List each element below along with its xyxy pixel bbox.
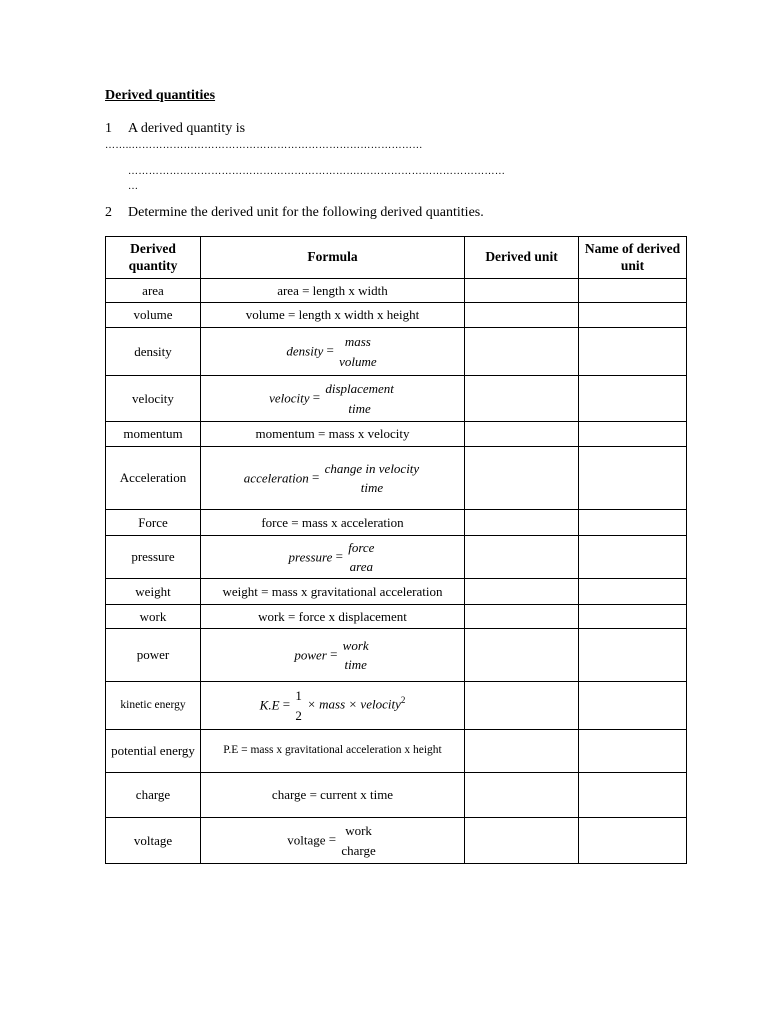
formula-cell: pressure = force area (201, 536, 465, 579)
table-row (106, 303, 687, 328)
table-row (106, 422, 687, 447)
formula-cell: momentum = mass x velocity (201, 422, 465, 447)
quantity-cell: voltage (106, 818, 201, 864)
fraction-numerator: displacement (325, 381, 394, 396)
answer-line-2: ………………………………………………………….…………………………………… (128, 166, 506, 177)
formula-cell: work = force x displacement (201, 605, 465, 629)
formula-cell: power = work time (201, 629, 465, 682)
table-row (106, 279, 687, 303)
formula-lhs: voltage (287, 832, 326, 848)
question-1-number: 1 (105, 121, 112, 136)
unit-name-cell[interactable] (579, 579, 687, 605)
quantity-cell: velocity (106, 376, 201, 422)
unit-name-cell[interactable] (579, 376, 687, 422)
quantity-cell: density (106, 328, 201, 376)
derived-unit-cell[interactable] (465, 279, 579, 303)
formula-cell: voltage = work charge (201, 818, 465, 864)
fraction-numerator: 1 (295, 688, 302, 703)
derived-quantities-table (105, 236, 687, 864)
unit-name-cell[interactable] (579, 422, 687, 447)
formula-fraction (323, 459, 422, 498)
derived-unit-cell[interactable] (465, 773, 579, 818)
formula-rest: × mass × velocity (307, 696, 401, 712)
table-row (106, 773, 687, 818)
unit-name-cell[interactable] (579, 773, 687, 818)
derived-unit-cell[interactable] (465, 303, 579, 328)
question-1-text: A derived quantity is (128, 121, 246, 136)
formula-cell: charge = current x time (201, 773, 465, 818)
derived-unit-cell[interactable] (465, 730, 579, 773)
unit-name-cell[interactable] (579, 730, 687, 773)
quantity-cell: power (106, 629, 201, 682)
fraction-denominator: time (360, 480, 384, 495)
table-row (106, 629, 687, 682)
fraction-denominator: charge (341, 842, 376, 858)
quantity-cell: work (106, 605, 201, 629)
fraction-numerator: force (348, 539, 375, 555)
formula-cell: area = length x width (201, 279, 465, 303)
unit-name-cell[interactable] (579, 303, 687, 328)
formula-cell: force = mass x acceleration (201, 510, 465, 536)
table-row (106, 605, 687, 629)
quantity-cell: charge (106, 773, 201, 818)
question-2-text: Determine the derived unit for the following derived quantities. (128, 205, 484, 220)
fraction-numerator: work (342, 637, 369, 653)
unit-name-cell[interactable] (579, 818, 687, 864)
formula-cell: density = mass volume (201, 328, 465, 376)
derived-unit-cell[interactable] (465, 579, 579, 605)
header-derived-unit: Derived unit (465, 237, 579, 279)
quantity-cell: momentum (106, 422, 201, 447)
header-formula: Formula (201, 237, 465, 279)
derived-unit-cell[interactable] (465, 536, 579, 579)
formula-lhs: power (294, 647, 327, 663)
derived-unit-cell[interactable] (465, 818, 579, 864)
unit-name-cell[interactable] (579, 629, 687, 682)
formula-cell: acceleration = change in velocity time (201, 447, 465, 510)
fraction-denominator: area (349, 559, 373, 574)
formula-fraction (293, 686, 304, 725)
quantity-cell: Acceleration (106, 447, 201, 510)
table-row (106, 818, 687, 864)
quantity-cell: kinetic energy (106, 682, 201, 730)
quantity-cell: pressure (106, 536, 201, 579)
quantity-cell: area (106, 279, 201, 303)
unit-name-cell[interactable] (579, 605, 687, 629)
page-title: Derived quantities (105, 88, 216, 103)
table-row (106, 682, 687, 730)
formula-exponent: 2 (400, 695, 406, 706)
derived-unit-cell[interactable] (465, 376, 579, 422)
table-row (106, 536, 687, 579)
fraction-numerator: work (345, 823, 372, 838)
fraction-numerator: mass (344, 334, 371, 349)
question-1 (105, 121, 245, 137)
table-row (106, 579, 687, 605)
formula-fraction (323, 379, 396, 418)
derived-unit-cell[interactable] (465, 422, 579, 447)
fraction-denominator: volume (339, 353, 377, 369)
formula-cell: volume = length x width x height (201, 303, 465, 328)
table-row (106, 376, 687, 422)
formula-cell: weight = mass x gravitational acceleration (201, 579, 465, 605)
derived-unit-cell[interactable] (465, 629, 579, 682)
quantity-cell: volume (106, 303, 201, 328)
formula-fraction (337, 332, 379, 371)
header-derived-quantity: Derived quantity (106, 237, 201, 279)
formula-lhs: acceleration (243, 470, 309, 486)
table-row (106, 510, 687, 536)
quantity-cell: Force (106, 510, 201, 536)
formula-lhs: pressure (288, 549, 333, 565)
unit-name-cell[interactable] (579, 279, 687, 303)
unit-name-cell[interactable] (579, 447, 687, 510)
quantity-cell: potential energy (106, 730, 201, 773)
formula-fraction (341, 636, 371, 675)
formula-lhs: velocity (269, 390, 310, 406)
derived-unit-cell[interactable] (465, 328, 579, 376)
formula-lhs: K.E (259, 697, 280, 713)
table-row (106, 730, 687, 773)
derived-unit-cell[interactable] (465, 447, 579, 510)
question-2 (105, 205, 484, 221)
formula-lhs: density (286, 343, 324, 359)
unit-name-cell[interactable] (579, 510, 687, 536)
formula-fraction (346, 538, 376, 577)
derived-unit-cell[interactable] (465, 510, 579, 536)
derived-unit-cell[interactable] (465, 682, 579, 730)
table-row (106, 328, 687, 376)
fraction-denominator: time (344, 657, 367, 672)
fraction-numerator: change in velocity (324, 460, 420, 476)
table-header-row (106, 237, 687, 279)
unit-name-cell[interactable] (579, 682, 687, 730)
unit-name-cell[interactable] (579, 328, 687, 376)
table-row (106, 447, 687, 510)
fraction-denominator: time (348, 400, 371, 416)
answer-line-3: … (128, 181, 139, 192)
formula-cell: velocity = displacement time (201, 376, 465, 422)
fraction-denominator: 2 (295, 707, 302, 723)
header-name-of-derived-unit: Name of derived unit (579, 237, 687, 279)
formula-cell: K.E = 1 2 × mass × velocity$^2$ (201, 682, 465, 730)
formula-cell: P.E = mass x gravitational acceleration x height (201, 730, 465, 773)
answer-line-1: ……..………………………………………………………………………… (105, 140, 423, 151)
derived-unit-cell[interactable] (465, 605, 579, 629)
question-2-number: 2 (105, 205, 112, 220)
formula-fraction (339, 821, 377, 860)
quantity-cell: weight (106, 579, 201, 605)
unit-name-cell[interactable] (579, 536, 687, 579)
